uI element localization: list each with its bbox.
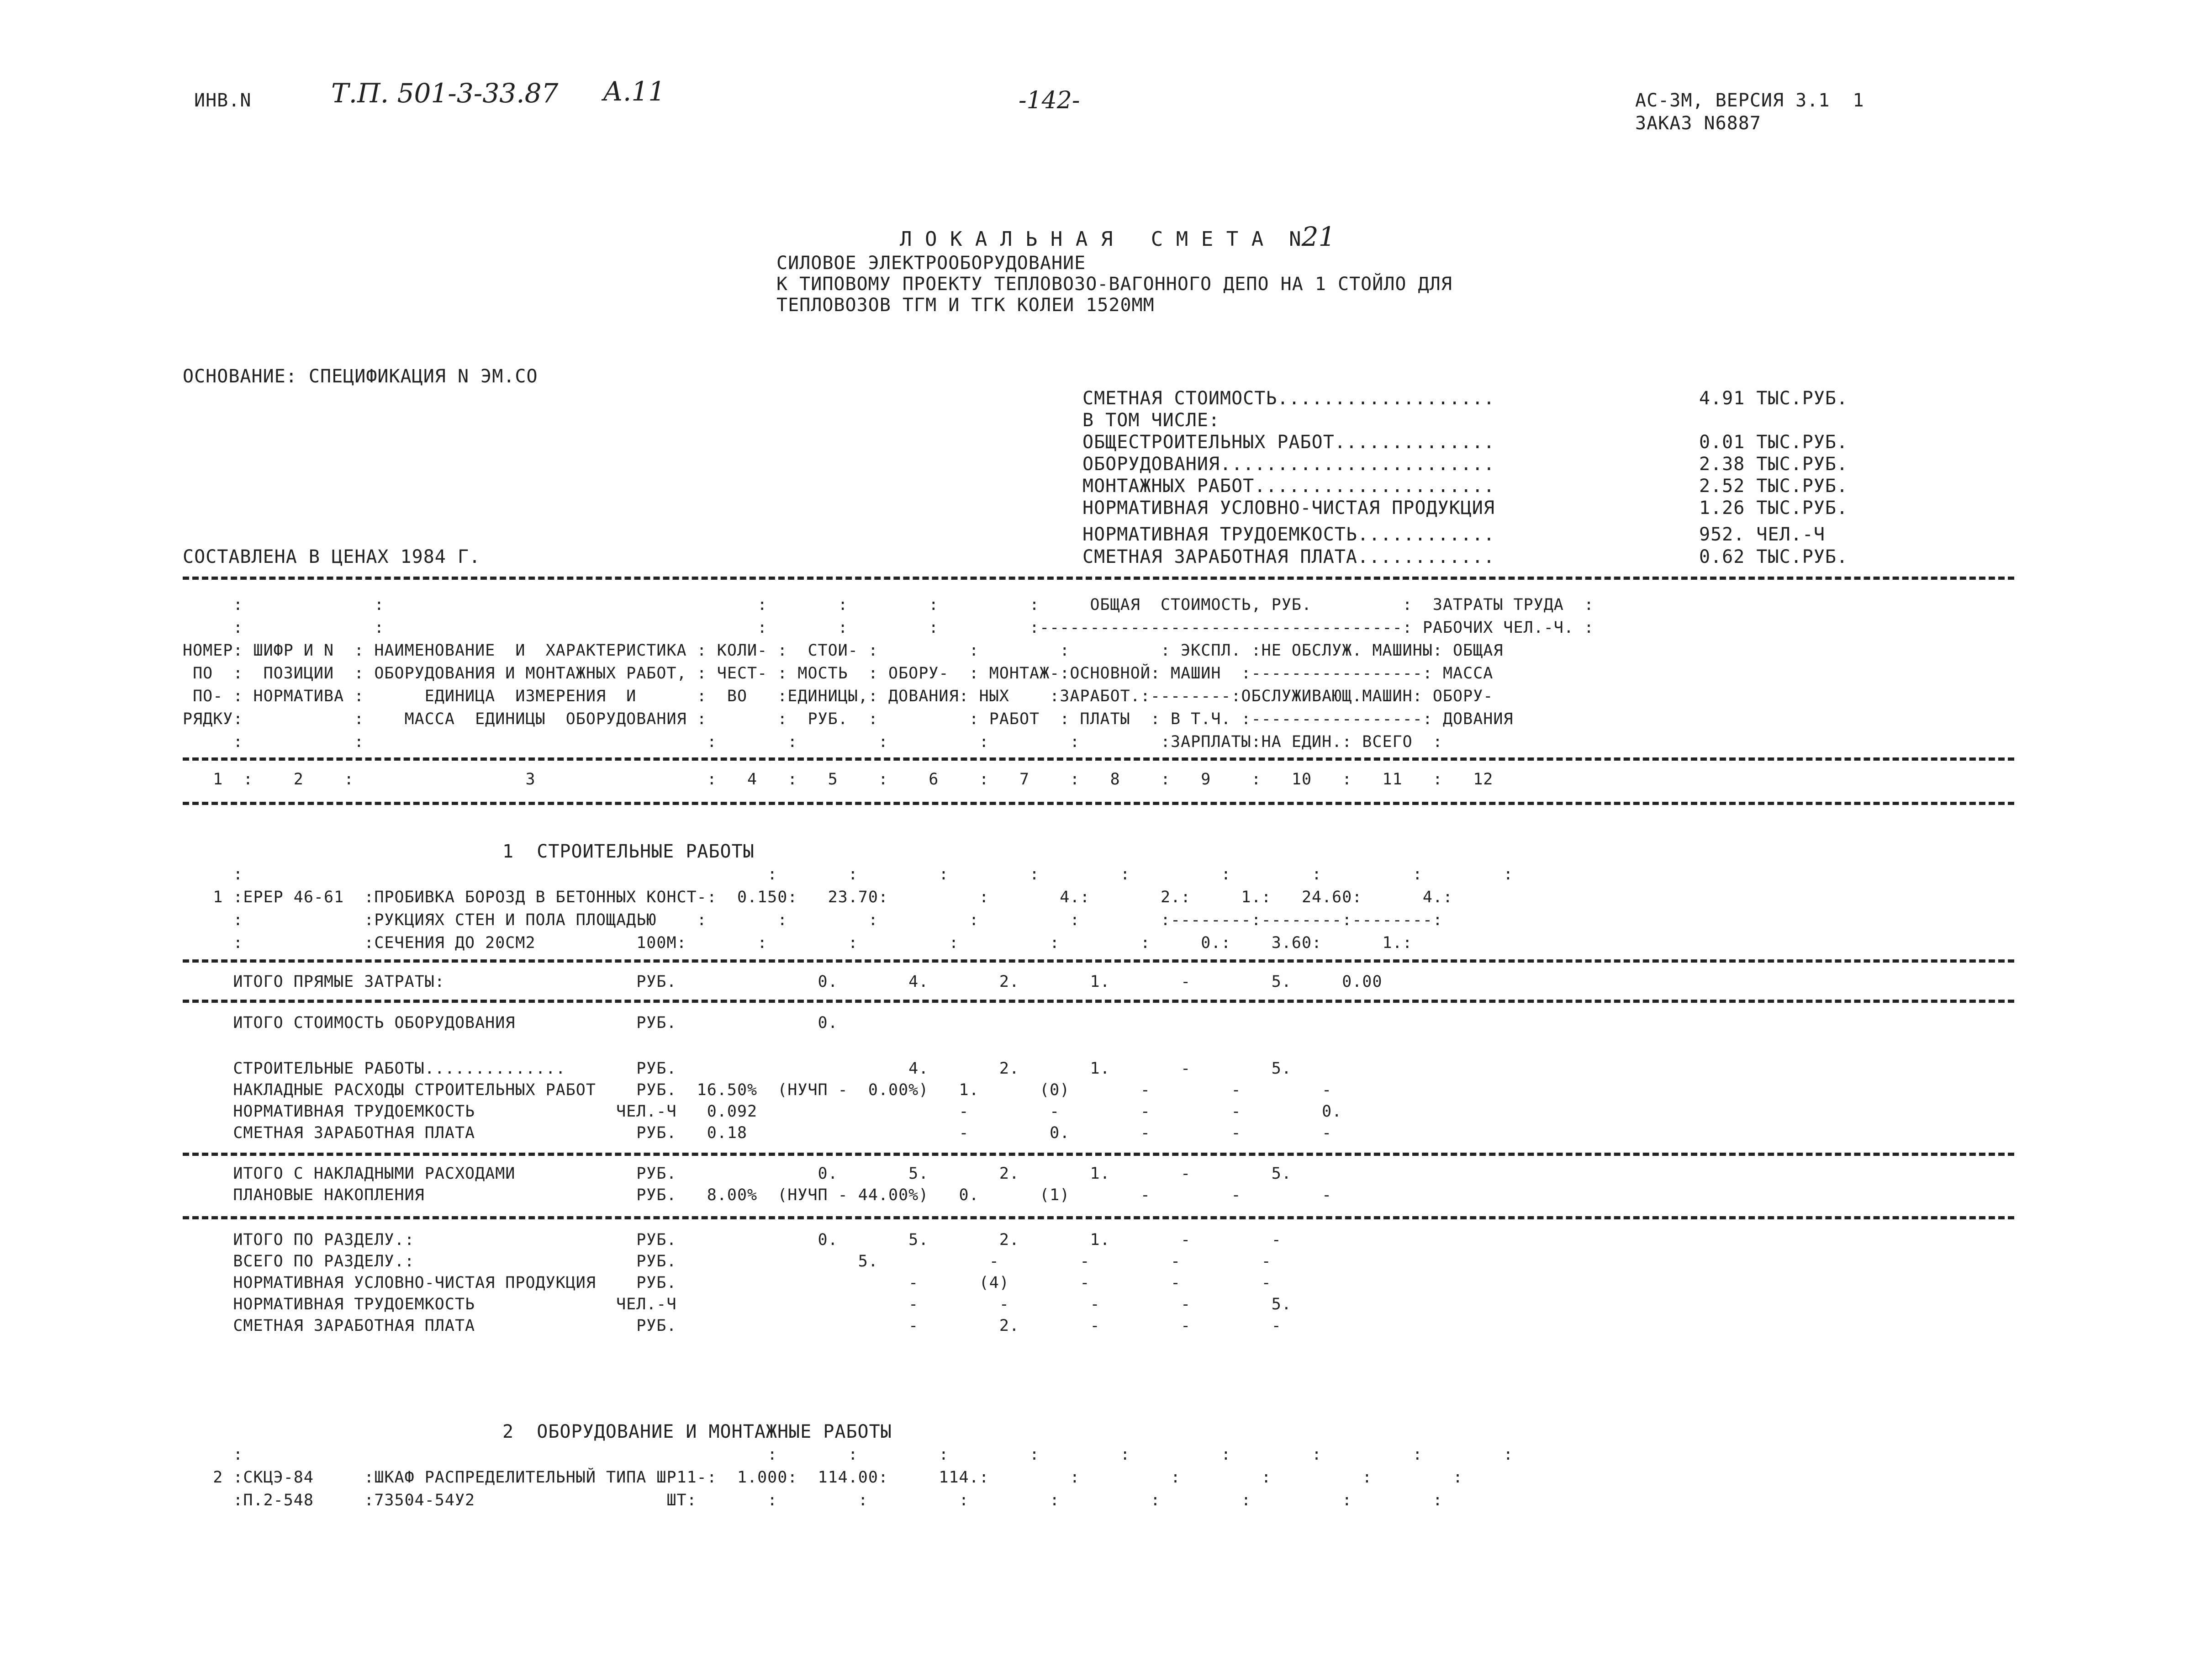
table-row: :П.2-548 :73504-54У2 ШТ: : : : : : : : : xyxy=(183,1491,1443,1509)
summary-label: НОРМАТИВНАЯ УСЛОВНО-ЧИСТАЯ ПРОДУКЦИЯ xyxy=(1082,498,1495,519)
total-line: ВСЕГО ПО РАЗДЕЛУ.: РУБ. 5. - - - - xyxy=(183,1252,1272,1271)
basis-line: ОСНОВАНИЕ: СПЕЦИФИКАЦИЯ N ЭМ.СО xyxy=(183,366,538,387)
title-number-handwritten: 21 xyxy=(1301,221,1336,252)
document-title xyxy=(875,204,1335,250)
section-title: 1 СТРОИТЕЛЬНЫЕ РАБОТЫ xyxy=(502,841,755,862)
summary-label: ОБОРУДОВАНИЯ........................ xyxy=(1082,454,1495,475)
order-number: ЗАКАЗ N6887 xyxy=(1635,113,1761,134)
table-header-line: : : : : : : : :ЗАРПЛАТЫ:НА ЕДИН.: ВСЕГО : xyxy=(183,733,1443,751)
section-rule xyxy=(183,959,2014,963)
summary-label: МОНТАЖНЫХ РАБОТ..................... xyxy=(1082,476,1495,497)
summary-value: 952. ЧЕЛ.-Ч xyxy=(1699,524,1825,545)
album-handwritten: А.11 xyxy=(603,76,665,107)
summary-label: СМЕТНАЯ ЗАРАБОТНАЯ ПЛАТА............ xyxy=(1082,546,1495,567)
subtitle-line: СИЛОВОЕ ЭЛЕКТРООБОРУДОВАНИЕ xyxy=(776,253,1086,274)
table-header-line: : : : : : :------------------------------------: РАБОЧИХ ЧЕЛ.-Ч. : xyxy=(183,619,1594,637)
table-header-line: ПО- : НОРМАТИВА : ЕДИНИЦА ИЗМЕРЕНИЯ И : ВО :ЕДИНИЦЫ,: ДОВАНИЯ: НЫХ :ЗАРАБОТ.:--------:ОБСЛУЖИВАЮЩ.МАШИН: ОБОРУ- xyxy=(183,687,1494,705)
subtitle-line: К ТИПОВОМУ ПРОЕКТУ ТЕПЛОВОЗО-ВАГОННОГО ДЕПО НА 1 СТОЙЛО ДЛЯ xyxy=(776,274,1452,295)
summary-value: 4.91 ТЫС.РУБ. xyxy=(1699,388,1848,409)
total-line: НОРМАТИВНАЯ ТРУДОЕМКОСТЬ ЧЕЛ.-Ч - - - - 5. xyxy=(183,1295,1292,1313)
equipment-cost-total: ИТОГО СТОИМОСТЬ ОБОРУДОВАНИЯ РУБ. 0. xyxy=(183,1014,838,1032)
summary-value: 0.62 ТЫС.РУБ. xyxy=(1699,546,1848,567)
total-line: ИТОГО ПО РАЗДЕЛУ.: РУБ. 0. 5. 2. 1. - - xyxy=(183,1231,1282,1249)
calc-line: СТРОИТЕЛЬНЫЕ РАБОТЫ.............. РУБ. 4. 2. 1. - 5. xyxy=(183,1059,1292,1078)
table-row: : : : : : : : : : : xyxy=(183,1445,1514,1464)
title-text: Л О К А Л Ь Н А Я С М Е Т А N xyxy=(899,228,1302,251)
summary-label: НОРМАТИВНАЯ ТРУДОЕМКОСТЬ............ xyxy=(1082,524,1495,545)
section-rule xyxy=(183,1153,2014,1156)
table-row: 1 :ЕРЕР 46-61 :ПРОБИВКА БОРОЗД В БЕТОННЫХ КОНСТ-: 0.150: 23.70: : 4.: 2.: 1.: 24.60: 4.: xyxy=(183,888,1453,906)
table-header-line: ПО : ПОЗИЦИИ : ОБОРУДОВАНИЯ И МОНТАЖНЫХ РАБОТ, : ЧЕСТ- : МОСТЬ : ОБОРУ- : МОНТАЖ-:ОСНОВНОЙ: МАШИН :-----------------: МАССА xyxy=(183,664,1494,683)
summary-value: 1.26 ТЫС.РУБ. xyxy=(1699,498,1848,519)
section-rule xyxy=(183,1000,2014,1003)
table-header-line: РЯДКУ: : МАССА ЕДИНИЦЫ ОБОРУДОВАНИЯ : : РУБ. : : РАБОТ : ПЛАТЫ : В Т.Ч. :-----------------: ДОВАНИЯ xyxy=(183,710,1514,728)
summary-value: 2.52 ТЫС.РУБ. xyxy=(1699,476,1848,497)
project-number-handwritten: Т.П. 501-3-33.87 xyxy=(331,78,559,109)
page-number-handwritten: -142- xyxy=(1019,87,1080,114)
price-level-line: СОСТАВЛЕНА В ЦЕНАХ 1984 Г. xyxy=(183,546,481,567)
table-row: 2 :СКЦЭ-84 :ШКАФ РАСПРЕДЕЛИТЕЛЬНЫЙ ТИПА ШР11-: 1.000: 114.00: 114.: : : : : : xyxy=(183,1468,1463,1487)
direct-costs-total: ИТОГО ПРЯМЫЕ ЗАТРАТЫ: РУБ. 0. 4. 2. 1. - 5. 0.00 xyxy=(183,973,1383,991)
total-line: НОРМАТИВНАЯ УСЛОВНО-ЧИСТАЯ ПРОДУКЦИЯ РУБ. - (4) - - - xyxy=(183,1274,1272,1292)
section-rule xyxy=(183,1216,2014,1219)
system-version: АС-3М, ВЕРСИЯ 3.1 1 xyxy=(1635,90,1864,111)
calc-line: НАКЛАДНЫЕ РАСХОДЫ СТРОИТЕЛЬНЫХ РАБОТ РУБ. 16.50% (НУЧП - 0.00%) 1. (0) - - - xyxy=(183,1081,1332,1099)
summary-value: 2.38 ТЫС.РУБ. xyxy=(1699,454,1848,475)
table-row: : : : : : : : : : : xyxy=(183,865,1514,884)
calc-line: ИТОГО С НАКЛАДНЫМИ РАСХОДАМИ РУБ. 0. 5. 2. 1. - 5. xyxy=(183,1165,1292,1183)
table-header-line: НОМЕР: ШИФР И N : НАИМЕНОВАНИЕ И ХАРАКТЕРИСТИКА : КОЛИ- : СТОИ- : : : : ЭКСПЛ. :НЕ ОБСЛУЖ. МАШИНЫ: ОБЩАЯ xyxy=(183,641,1504,660)
summary-label: ОБЩЕСТРОИТЕЛЬНЫХ РАБОТ.............. xyxy=(1082,432,1495,453)
inventory-label: ИНВ.N xyxy=(194,90,252,111)
table-header-line: : : : : : : ОБЩАЯ СТОИМОСТЬ, РУБ. : ЗАТРАТЫ ТРУДА : xyxy=(183,596,1594,614)
total-line: СМЕТНАЯ ЗАРАБОТНАЯ ПЛАТА РУБ. - 2. - - - xyxy=(183,1317,1282,1335)
table-row: : :СЕЧЕНИЯ ДО 20СМ2 100М: : : : : : 0.: 3.60: 1.: xyxy=(183,934,1413,952)
summary-label: СМЕТНАЯ СТОИМОСТЬ................... xyxy=(1082,388,1495,409)
header-rule xyxy=(183,757,2014,761)
section-title: 2 ОБОРУДОВАНИЕ И МОНТАЖНЫЕ РАБОТЫ xyxy=(502,1421,892,1442)
table-row: : :РУКЦИЯХ СТЕН И ПОЛА ПЛОЩАДЬЮ : : : : : :--------:--------:--------: xyxy=(183,911,1443,929)
column-numbers-rule xyxy=(183,802,2014,805)
summary-value: 0.01 ТЫС.РУБ. xyxy=(1699,432,1848,453)
subtitle-line: ТЕПЛОВОЗОВ ТГМ И ТГК КОЛЕИ 1520ММ xyxy=(776,295,1155,316)
table-top-rule xyxy=(183,577,2014,580)
column-numbers-row: 1 : 2 : 3 : 4 : 5 : 6 : 7 : 8 : 9 : 10 : 11 : 12 xyxy=(183,770,1494,789)
calc-line: ПЛАНОВЫЕ НАКОПЛЕНИЯ РУБ. 8.00% (НУЧП - 44.00%) 0. (1) - - - xyxy=(183,1186,1332,1204)
calc-line: НОРМАТИВНАЯ ТРУДОЕМКОСТЬ ЧЕЛ.-Ч 0.092 - - - - 0. xyxy=(183,1102,1342,1121)
calc-line: СМЕТНАЯ ЗАРАБОТНАЯ ПЛАТА РУБ. 0.18 - 0. - - - xyxy=(183,1124,1332,1142)
summary-label: В ТОМ ЧИСЛЕ: xyxy=(1082,410,1220,431)
